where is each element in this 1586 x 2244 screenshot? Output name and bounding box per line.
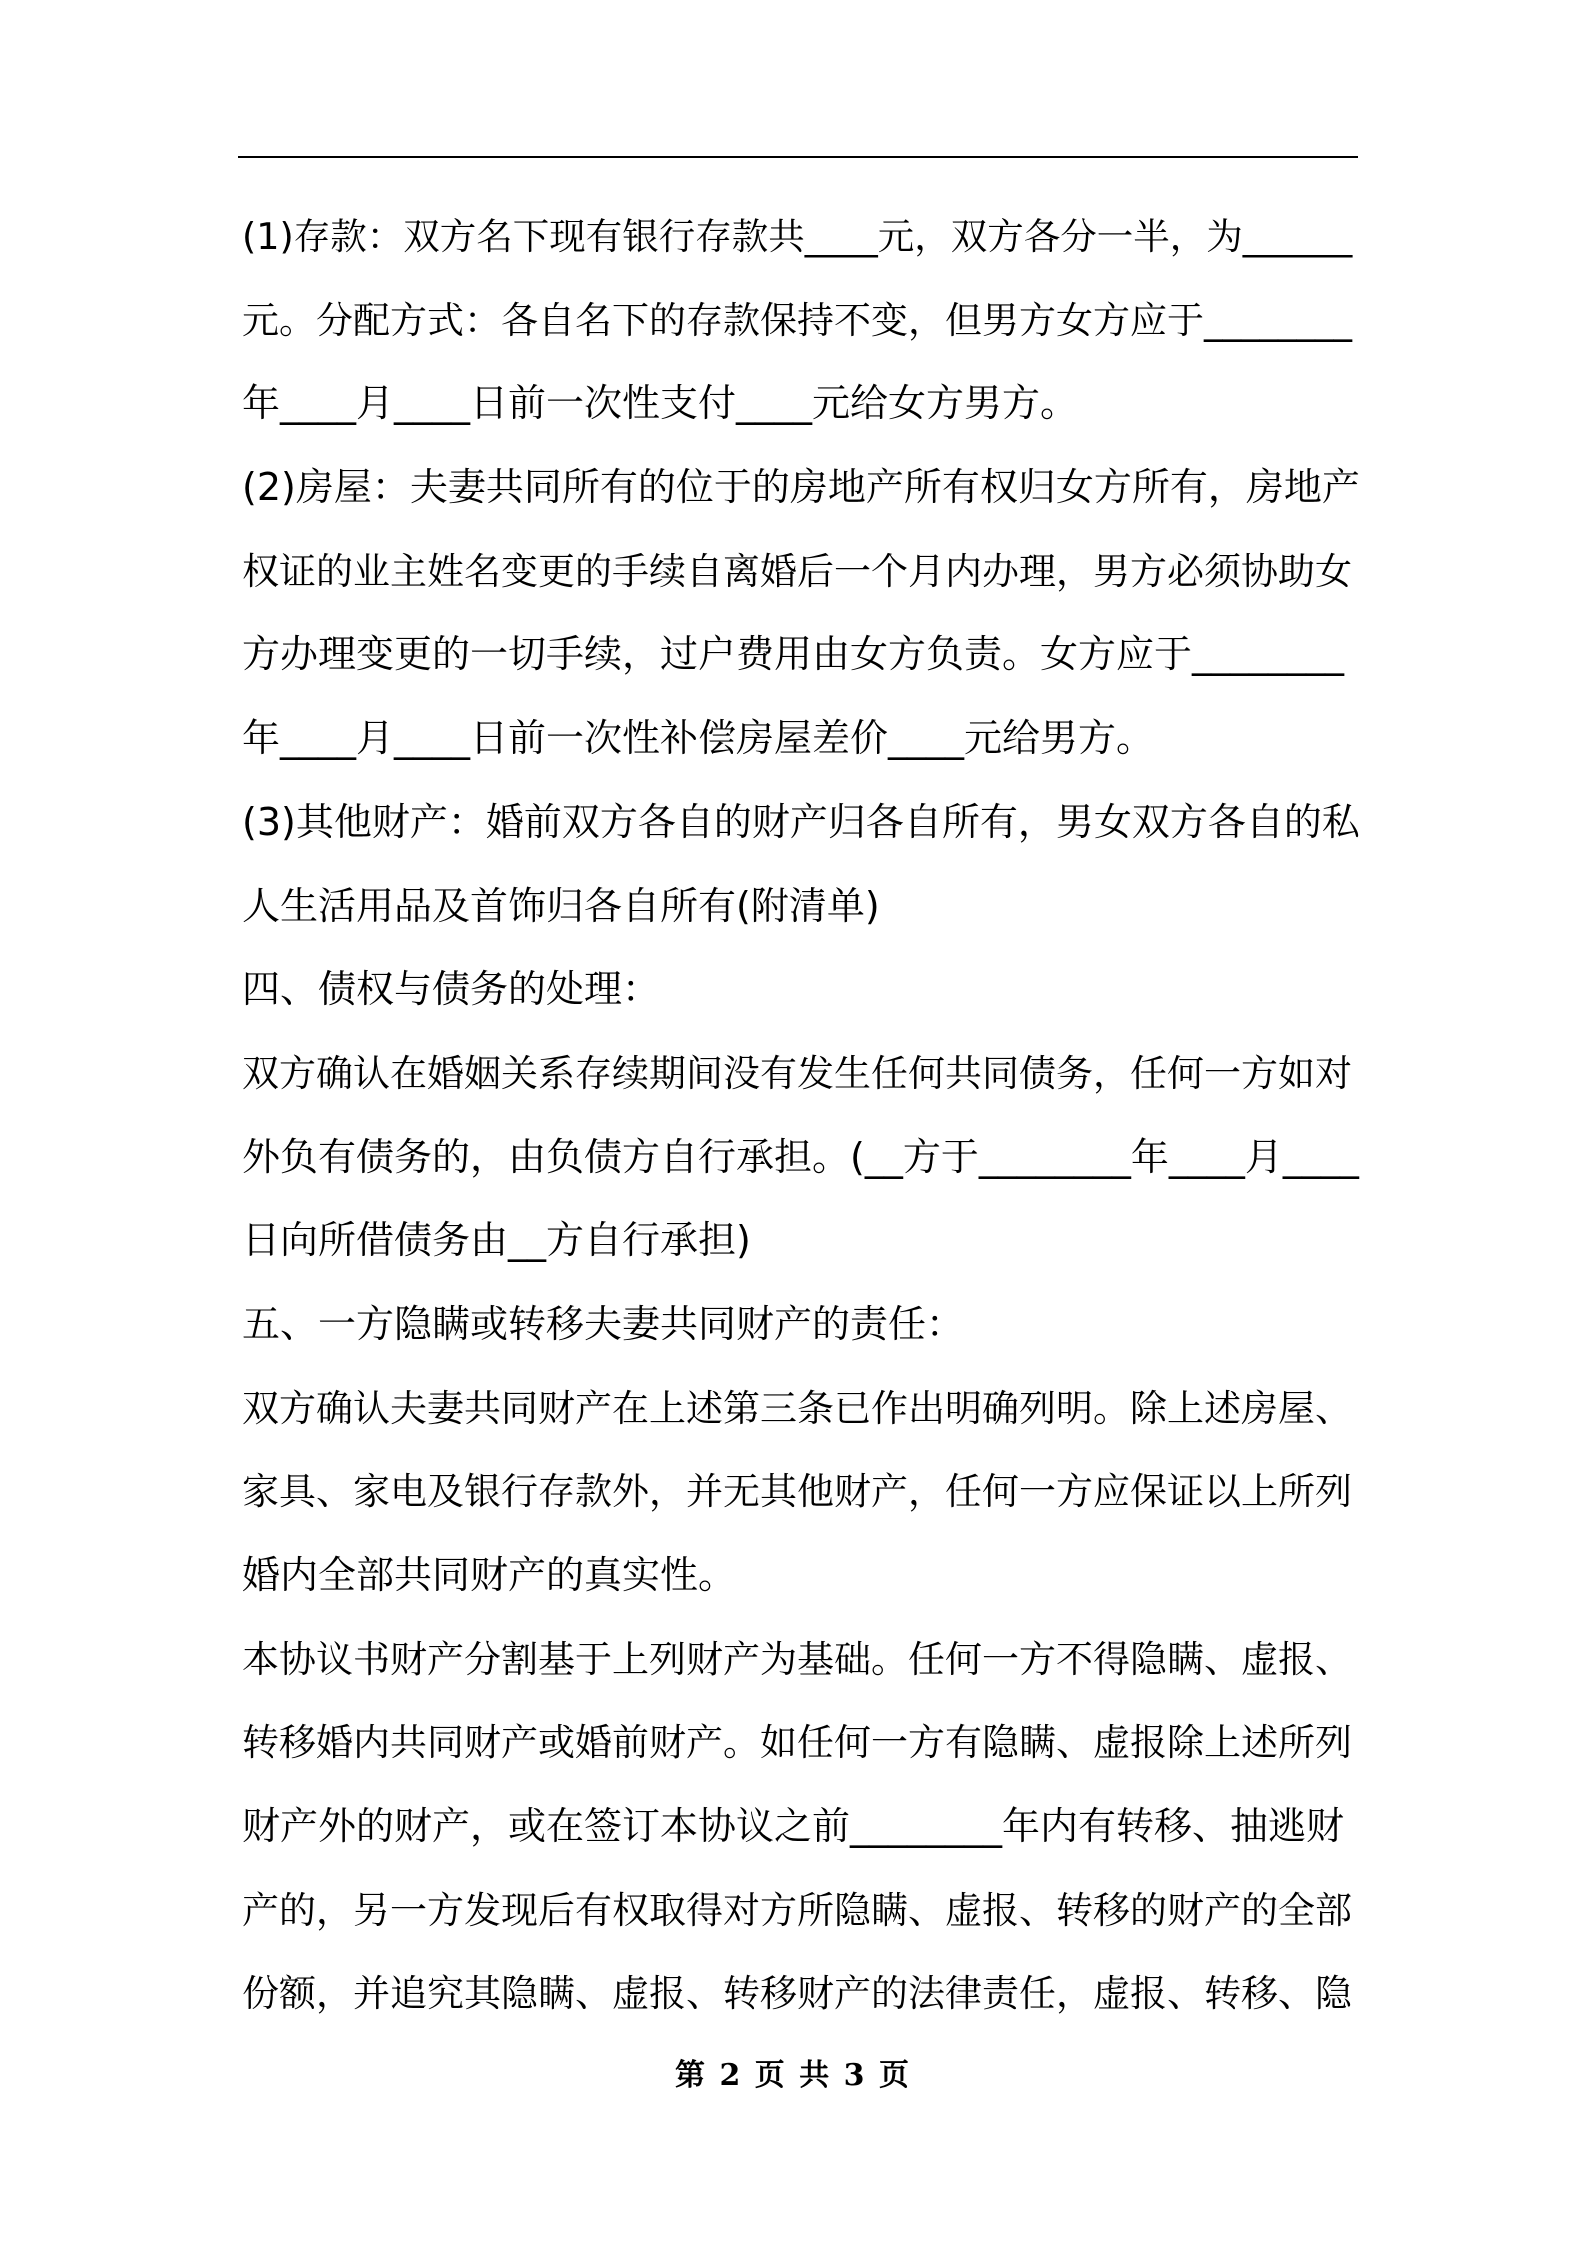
text-line: (2)房屋：夫妻共同所有的位于的房地产所有权归女方所有，房地产	[242, 465, 1360, 510]
text-line: 元。分配方式：各自名下的存款保持不变，但男方女方应于________	[242, 298, 1352, 342]
header-divider	[238, 156, 1358, 158]
text-line: 转移婚内共同财产或婚前财产。如任何一方有隐瞒、虚报除上述所列	[242, 1721, 1352, 1765]
text-line: 产的，另一方发现后有权取得对方所隐瞒、虚报、转移的财产的全部	[242, 1888, 1352, 1932]
page-number-footer: 第 2 页 共 3 页	[675, 2058, 911, 2093]
text-line: 人生活用品及首饰归各自所有(附清单)	[242, 883, 880, 928]
text-line: 权证的业主姓名变更的手续自离婚后一个月内办理，男方必须协助女	[242, 549, 1352, 593]
text-line: (3)其他财产：婚前双方各自的财产归各自所有，男女双方各自的私	[242, 799, 1360, 844]
text-line: 方办理变更的一切手续，过户费用由女方负责。女方应于________	[242, 632, 1345, 677]
text-line: 本协议书财产分割基于上列财产为基础。任何一方不得隐瞒、虚报、	[242, 1637, 1352, 1681]
text-line: 家具、家电及银行存款外，并无其他财产，任何一方应保证以上所列	[242, 1470, 1352, 1514]
text-line: 年____月____日前一次性支付____元给女方男方。	[242, 381, 1079, 426]
section-heading: 四、债权与债务的处理：	[242, 967, 661, 1012]
text-line: 日向所借债务由__方自行承担)	[242, 1218, 751, 1263]
text-line: 双方确认夫妻共同财产在上述第三条已作出明确列明。除上述房屋、	[242, 1386, 1352, 1430]
text-line: 婚内全部共同财产的真实性。	[242, 1553, 737, 1597]
text-line: 年____月____日前一次性补偿房屋差价____元给男方。	[242, 716, 1155, 761]
section-heading: 五、一方隐瞒或转移夫妻共同财产的责任：	[242, 1301, 965, 1346]
text-line: 份额，并追究其隐瞒、虚报、转移财产的法律责任，虚报、转移、隐	[242, 1972, 1352, 2016]
document-body	[242, 195, 1362, 2036]
text-line: 财产外的财产，或在签订本协议之前________年内有转移、抽逃财	[242, 1804, 1345, 1849]
text-line: 双方确认在婚姻关系存续期间没有发生任何共同债务，任何一方如对	[242, 1051, 1352, 1095]
text-line: (1)存款：双方名下现有银行存款共____元，双方各分一半，为______	[242, 215, 1353, 258]
text-line: 外负有债务的，由负债方自行承担。(__方于________年____月____	[242, 1134, 1359, 1179]
